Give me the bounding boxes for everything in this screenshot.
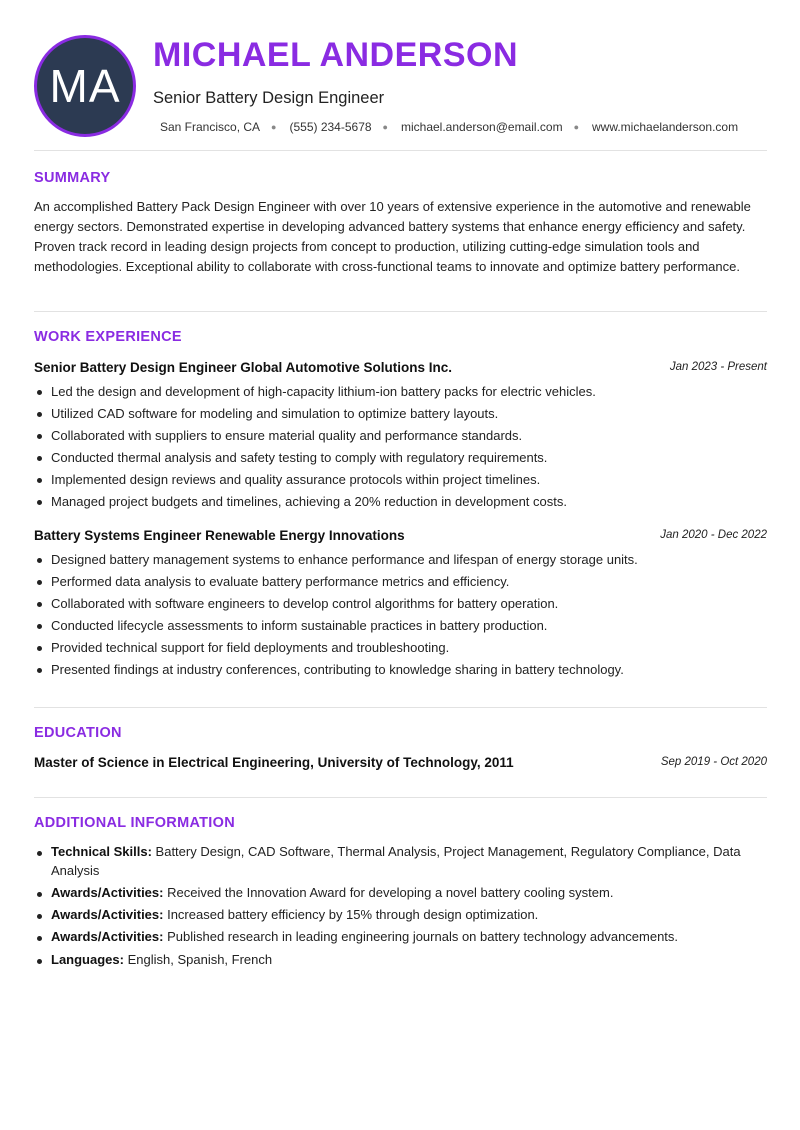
contact-location: San Francisco, CA xyxy=(160,120,261,134)
education-entry xyxy=(34,753,767,771)
list-item: Conducted lifecycle assessments to inform sustainable practices in battery production. xyxy=(34,615,767,637)
list-item xyxy=(34,950,767,969)
list-item: Utilized CAD software for modeling and simulation to optimize battery layouts. xyxy=(34,403,767,425)
list-item: Designed battery management systems to enhance performance and lifespan of energy storage units. xyxy=(34,549,767,571)
divider xyxy=(34,707,767,708)
job-title: Senior Battery Design Engineer Global Automotive Solutions Inc. xyxy=(34,359,453,375)
job-bullets xyxy=(34,381,767,513)
contact-bar xyxy=(160,120,738,134)
divider xyxy=(34,797,767,798)
education-dates: Sep 2019 - Oct 2020 xyxy=(660,756,767,768)
separator-dot-icon: ● xyxy=(573,122,580,132)
summary-heading: SUMMARY xyxy=(34,170,111,186)
list-item xyxy=(34,883,767,902)
contact-phone: (555) 234-5678 xyxy=(289,120,372,134)
job-header xyxy=(34,358,767,376)
info-text: Increased battery efficiency by 15% through design optimization. xyxy=(167,907,539,922)
summary-text: An accomplished Battery Pack Design Engineer with over 10 years of extensive experience in the automotive and renewable energy sectors. Demonstrated expertise in developing advanced battery systems that enhance energy efficiency and safety. Proven track record in leading design projects from concept to production, utilizing cutting-edge simulation tools and methodologies. Exceptional ability to collaborate with cross-functional teams to innovate and optimize battery performance. xyxy=(34,199,751,274)
list-item xyxy=(34,905,767,924)
experience-heading: WORK EXPERIENCE xyxy=(34,329,182,345)
divider xyxy=(34,311,767,312)
divider xyxy=(34,150,767,151)
job-title: Battery Systems Engineer Renewable Energy Innovations xyxy=(34,527,405,543)
list-item: Provided technical support for field deployments and troubleshooting. xyxy=(34,637,767,659)
separator-dot-icon: ● xyxy=(382,122,388,132)
avatar xyxy=(34,35,136,137)
job-header xyxy=(34,526,767,544)
separator-dot-icon: ● xyxy=(271,122,277,132)
list-item: Led the design and development of high-capacity lithium-ion battery packs for electric vehicles. xyxy=(34,381,767,403)
additional-heading: ADDITIONAL INFORMATION xyxy=(34,815,235,831)
info-text: English, Spanish, French xyxy=(127,952,273,967)
info-text: Battery Design, CAD Software, Thermal Analysis, Project Management, Regulatory Compliance, Data Analysis xyxy=(51,844,741,878)
candidate-name: MICHAEL ANDERSON xyxy=(153,36,519,74)
list-item: Collaborated with suppliers to ensure material quality and performance standards. xyxy=(34,425,767,447)
info-label: Awards/Activities: xyxy=(51,929,164,944)
info-text: Published research in leading engineering journals on battery technology advancements. xyxy=(167,929,679,944)
list-item xyxy=(34,842,767,880)
list-item xyxy=(34,927,767,946)
candidate-title: Senior Battery Design Engineer xyxy=(153,89,385,107)
avatar-initials: MA xyxy=(49,60,121,112)
job-bullets xyxy=(34,549,767,681)
list-item: Performed data analysis to evaluate battery performance metrics and efficiency. xyxy=(34,571,767,593)
list-item: Presented findings at industry conferences, contributing to knowledge sharing in battery technology. xyxy=(34,659,767,681)
education-degree: Master of Science in Electrical Engineering, University of Technology, 2011 xyxy=(34,754,514,770)
info-label: Technical Skills: xyxy=(51,844,152,859)
contact-email[interactable]: michael.anderson@email.com xyxy=(400,120,563,134)
info-label: Awards/Activities: xyxy=(51,885,164,900)
list-item: Managed project budgets and timelines, achieving a 20% reduction in development costs. xyxy=(34,491,767,513)
job-dates: Jan 2023 - Present xyxy=(669,361,767,373)
contact-website[interactable]: www.michaelanderson.com xyxy=(592,120,739,134)
info-label: Awards/Activities: xyxy=(51,907,164,922)
job-dates: Jan 2020 - Dec 2022 xyxy=(660,529,767,541)
list-item: Conducted thermal analysis and safety testing to comply with regulatory requirements. xyxy=(34,447,767,469)
list-item: Collaborated with software engineers to develop control algorithms for battery operation. xyxy=(34,593,767,615)
additional-list xyxy=(34,842,767,972)
list-item: Implemented design reviews and quality assurance protocols within project timelines. xyxy=(34,469,767,491)
info-text: Received the Innovation Award for developing a novel battery cooling system. xyxy=(167,885,614,900)
education-heading: EDUCATION xyxy=(34,725,122,741)
info-label: Languages: xyxy=(51,952,124,967)
